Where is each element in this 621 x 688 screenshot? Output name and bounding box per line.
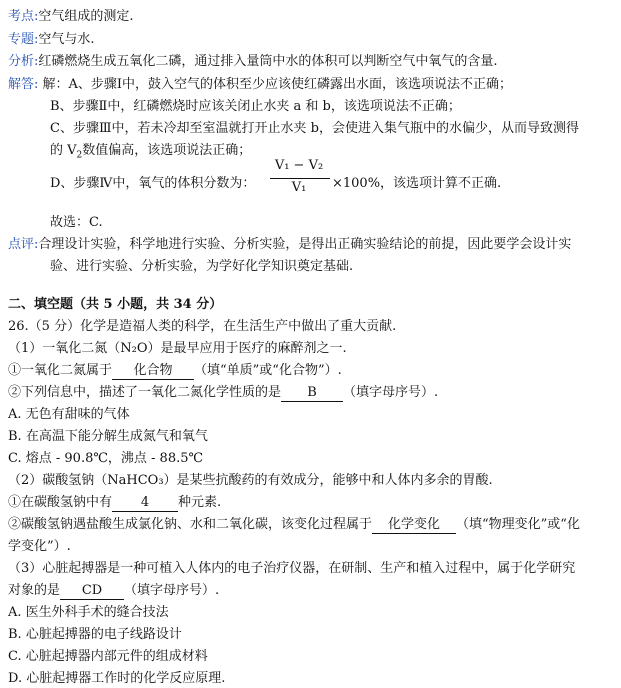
fraction-bar xyxy=(270,178,330,179)
part-1: （1）一氧化二氮（N₂O）是最早应用于医疗的麻醉剂之一. xyxy=(8,341,347,356)
part-2a-hint: 种元素. xyxy=(178,495,222,510)
fenxi-line xyxy=(8,53,498,71)
part-3-line-1: （3）心脏起搏器是一种可植入人体内的电子治疗仪器，在研制、生产和植入过程中，属于化学研究 xyxy=(8,561,576,576)
answer-blank-2b: 化学变化 xyxy=(372,517,456,534)
part-3-prompt: 对象的是 xyxy=(8,583,61,598)
option-3c: C. 心脏起搏器内部元件的组成材料 xyxy=(8,649,208,664)
option-1a: A. 无色有甜味的气体 xyxy=(8,407,130,422)
jieda-c2 xyxy=(50,142,251,165)
jieda-line-a xyxy=(8,76,512,94)
part-2a xyxy=(8,494,221,512)
part-1a xyxy=(8,362,342,380)
part-2b-hint: （填“物理变化”或“化 xyxy=(456,517,580,532)
dianping-label: 点评: xyxy=(8,237,39,252)
zhuanti-line xyxy=(8,31,95,49)
answer-blank-1a: 化合物 xyxy=(112,363,194,380)
dianping-2: 验、进行实验、分析实验，为学好化学知识奠定基础. xyxy=(50,259,354,274)
part-2b-prompt: ②碳酸氢钠遇盐酸生成氯化钠、水和二氧化碳，该变化过程属于 xyxy=(8,517,373,532)
zhuanti-text: 空气与水. xyxy=(38,32,95,47)
question-26: 26.（5 分）化学是造福人类的科学，在生活生产中做出了重大贡献. xyxy=(8,319,397,334)
option-3b: B. 心脏起搏器的电子线路设计 xyxy=(8,627,182,642)
zhuanti-label: 专题: xyxy=(8,32,39,47)
jieda-label: 解答: xyxy=(8,77,39,92)
jieda-c2-sub: 2 xyxy=(76,150,83,161)
fenxi-label: 分析: xyxy=(8,54,39,69)
option-1c: C. 熔点 - 90.8℃，沸点 - 88.5℃ xyxy=(8,451,204,466)
fraction-denominator: V₁ xyxy=(291,180,307,195)
part-1b-prompt: ②下列信息中，描述了一氧化二氮化学性质的是 xyxy=(8,385,282,400)
part-1a-prompt: ①一氧化二氮属于 xyxy=(8,363,113,378)
jieda-a: 解：A、步骤Ⅰ中，鼓入空气的体积至少应该使红磷露出水面，该选项说法不正确； xyxy=(42,77,513,92)
answer-blank-2a: 4 xyxy=(112,495,178,512)
answer-blank-1b: B xyxy=(281,385,343,402)
part-3-hint: （填字母序号）. xyxy=(124,583,220,598)
kaodian-line xyxy=(8,8,134,26)
part-3-line-2 xyxy=(8,582,219,600)
fraction-numerator: V₁ − V₂ xyxy=(274,158,324,173)
part-2b xyxy=(8,516,580,534)
part-1b xyxy=(8,384,438,402)
option-3d: D. 心脏起搏器工作时的化学反应原理. xyxy=(8,671,226,686)
fenxi-text: 红磷燃烧生成五氧化二磷，通过排入量筒中水的体积可以判断空气中氧气的含量. xyxy=(38,54,498,69)
part-1b-hint: （填字母序号）. xyxy=(343,385,439,400)
dianping-1: 合理设计实验，科学地进行实验、分析实验，是得出正确实验结论的前提，因此要学会设计实 xyxy=(38,237,572,252)
part-2b-cont: 学变化”）. xyxy=(8,539,71,554)
jieda-c2-pre: 的 V xyxy=(50,143,77,158)
part-1a-hint: （填“单质”或“化合物”）. xyxy=(194,363,342,378)
jieda-c2-post: 数值偏高，该选项说法正确； xyxy=(82,143,252,158)
kaodian-label: 考点: xyxy=(8,9,39,24)
jieda-c1: C、步骤Ⅲ中，若未冷却至室温就打开止水夹 b，会使进入集气瓶中的水偏少，从而导致测得 xyxy=(50,121,579,136)
part-2a-prompt: ①在碳酸氢钠中有 xyxy=(8,495,113,510)
jieda-d-post: ×100%，该选项计算不正确. xyxy=(332,176,502,191)
option-1b: B. 在高温下能分解生成氮气和氧气 xyxy=(8,429,208,444)
kaodian-text: 空气组成的测定. xyxy=(38,9,134,24)
dianping-line-1 xyxy=(8,236,571,254)
section-heading: 二、填空题（共 5 小题，共 34 分） xyxy=(8,297,223,312)
option-3a: A. 医生外科手术的缝合技法 xyxy=(8,605,169,620)
answer-blank-3: CD xyxy=(60,583,124,600)
jieda-d-pre: D、步骤Ⅳ中，氧气的体积分数为： xyxy=(50,176,256,191)
volume-fraction xyxy=(268,158,332,200)
answer-line: 故选：C. xyxy=(50,215,103,230)
jieda-b: B、步骤Ⅱ中，红磷燃烧时应该关闭止水夹 a 和 b，该选项说法不正确； xyxy=(50,99,461,114)
part-2: （2）碳酸氢钠（NaHCO₃）是某些抗酸药的有效成分，能够中和人体内多余的胃酸. xyxy=(8,473,493,488)
